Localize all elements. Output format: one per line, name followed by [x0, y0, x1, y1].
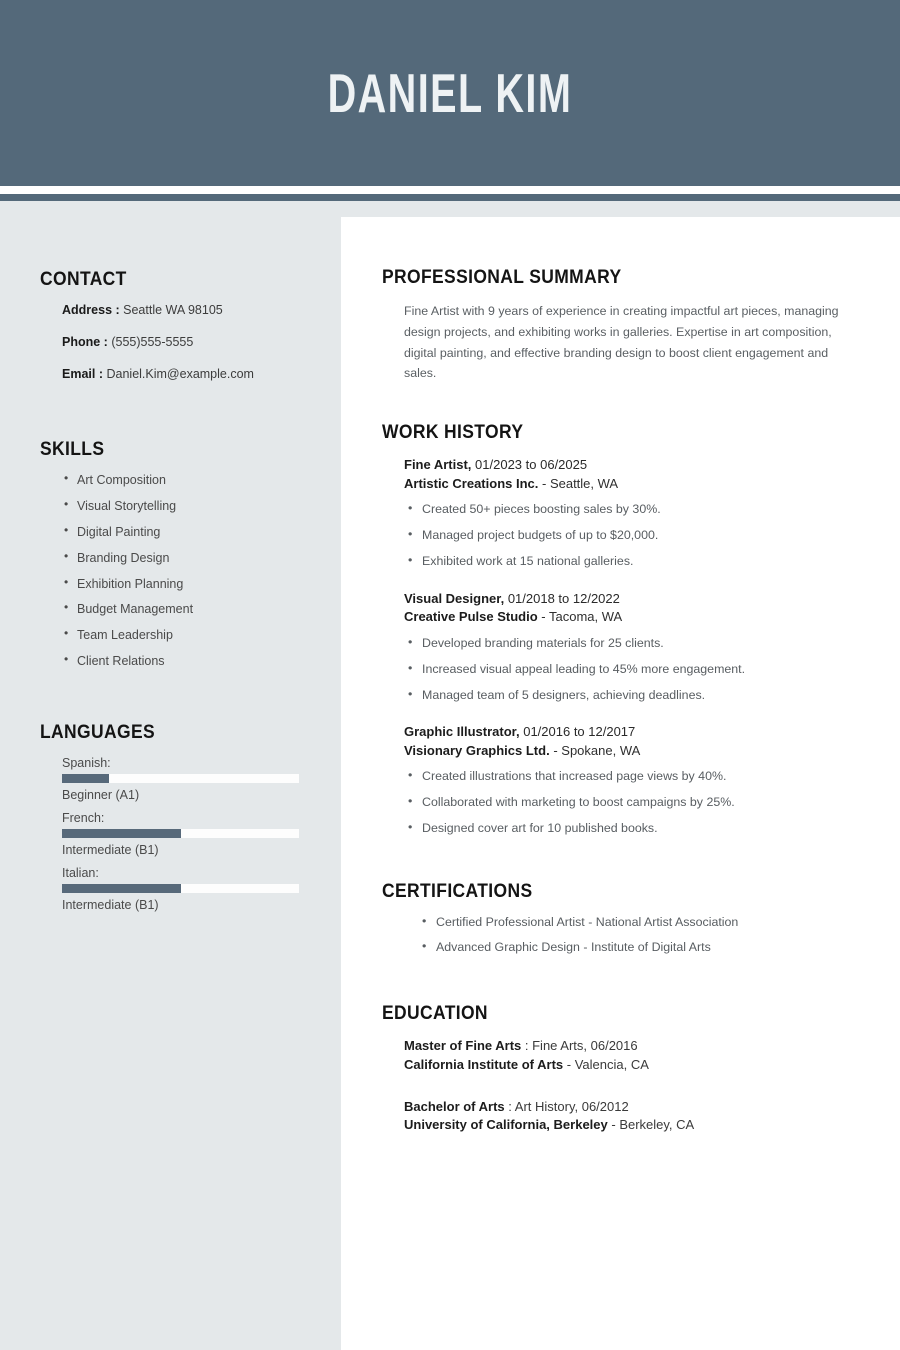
- contact-item-phone: [62, 335, 297, 350]
- language-level: Intermediate (B1): [62, 843, 159, 857]
- languages-heading: LANGUAGES: [40, 722, 155, 743]
- language-item-spanish: [62, 756, 297, 802]
- language-name: Spanish:: [62, 756, 111, 770]
- education-degree: Bachelor of Arts: [404, 1098, 505, 1114]
- list-item: • Exhibition Planning: [64, 577, 297, 591]
- resume-header: [0, 0, 900, 186]
- list-item: • Managed team of 5 designers, achieving deadlines.: [408, 688, 872, 703]
- skills-heading: SKILLS: [40, 439, 105, 460]
- education-school: University of California, Berkeley: [404, 1117, 608, 1133]
- job-title: Fine Artist,: [404, 457, 472, 473]
- job-company: Artistic Creations Inc.: [404, 475, 539, 491]
- education-degree: Master of Fine Arts: [404, 1037, 522, 1053]
- list-item: • Team Leadership: [64, 628, 297, 642]
- language-name: French:: [62, 811, 105, 825]
- resume-body: [0, 201, 900, 1350]
- contact-value-phone: (555)555-5555: [111, 335, 194, 349]
- work-title-line: [404, 590, 872, 608]
- list-item: • Designed cover art for 10 published books.: [408, 821, 872, 836]
- education-entry: [404, 1098, 872, 1136]
- job-company: Creative Pulse Studio: [404, 609, 538, 625]
- language-proficiency-fill: [62, 884, 181, 893]
- contact-value-email: Daniel.Kim@example.com: [106, 367, 254, 381]
- education-location: - Valencia, CA: [566, 1056, 649, 1072]
- job-duties-list: [408, 502, 872, 569]
- language-proficiency-track: [62, 829, 299, 838]
- work-company-line: [404, 608, 872, 626]
- language-proficiency-fill: [62, 829, 181, 838]
- language-level: Beginner (A1): [62, 788, 140, 802]
- work-company-line: [404, 742, 872, 760]
- page-title: DANIEL KIM: [327, 62, 573, 124]
- work-entry: [404, 456, 872, 569]
- certifications-list: [422, 915, 872, 954]
- list-item: • Client Relations: [64, 654, 297, 668]
- job-location: - Seattle, WA: [542, 475, 619, 491]
- skills-list: [64, 473, 297, 669]
- education-school-line: [404, 1056, 872, 1075]
- list-item: • Visual Storytelling: [64, 499, 297, 513]
- education-location: - Berkeley, CA: [611, 1117, 695, 1133]
- job-duties-list: [408, 636, 872, 703]
- education-field: : Fine Arts, 06/2016: [524, 1037, 638, 1053]
- contact-label-address: Address :: [62, 303, 120, 317]
- list-item: • Digital Painting: [64, 525, 297, 539]
- education-section: [382, 965, 872, 1135]
- languages-section: [40, 680, 297, 912]
- certifications-section: [382, 847, 872, 954]
- work-title-line: [404, 456, 872, 474]
- contact-list: [40, 303, 297, 382]
- education-degree-line: [404, 1037, 872, 1056]
- list-item: • Certified Professional Artist - National Artist Association: [422, 915, 872, 929]
- job-dates: 01/2016 to 12/2017: [523, 724, 636, 740]
- sidebar: [0, 201, 341, 1350]
- language-item-italian: [62, 866, 297, 912]
- work-entry: [404, 590, 872, 703]
- list-item: • Developed branding materials for 25 clients.: [408, 636, 872, 651]
- work-company-line: [404, 475, 872, 493]
- language-level: Intermediate (B1): [62, 898, 159, 912]
- list-item: • Art Composition: [64, 473, 297, 487]
- job-title: Visual Designer,: [404, 590, 505, 606]
- education-heading: EDUCATION: [382, 1002, 488, 1024]
- work-title-line: [404, 723, 872, 741]
- contact-item-address: [62, 303, 297, 318]
- contact-item-email: [62, 367, 297, 382]
- job-duties-list: [408, 769, 872, 836]
- job-company: Visionary Graphics Ltd.: [404, 742, 550, 758]
- language-item-french: [62, 811, 297, 857]
- summary-text: Fine Artist with 9 years of experience in creating impactful art pieces, managing design projects, and exhibiting works in galleries. Expertise in art composition, digital painting, and effective branding design to boost client engagement and sales.: [404, 304, 839, 381]
- education-entry: [404, 1037, 872, 1075]
- education-field: : Art History, 06/2012: [508, 1098, 629, 1114]
- contact-section: [40, 201, 297, 382]
- list-item: • Exhibited work at 15 national galleries.: [408, 554, 872, 569]
- job-dates: 01/2023 to 06/2025: [475, 457, 588, 473]
- list-item: • Increased visual appeal leading to 45% more engagement.: [408, 662, 872, 677]
- work-entry: [404, 723, 872, 836]
- job-dates: 01/2018 to 12/2022: [507, 590, 620, 606]
- work-history-section: [382, 384, 872, 836]
- certifications-heading: CERTIFICATIONS: [382, 880, 533, 902]
- job-location: - Spokane, WA: [553, 742, 641, 758]
- header-accent-rule: [0, 194, 900, 201]
- list-item: • Created 50+ pieces boosting sales by 30%.: [408, 502, 872, 517]
- list-item: • Created illustrations that increased page views by 40%.: [408, 769, 872, 784]
- list-item: • Advanced Graphic Design - Institute of Digital Arts: [422, 940, 872, 954]
- education-school-line: [404, 1116, 872, 1135]
- summary-heading: PROFESSIONAL SUMMARY: [382, 267, 622, 288]
- education-degree-line: [404, 1098, 872, 1117]
- work-history-heading: WORK HISTORY: [382, 422, 524, 444]
- education-school: California Institute of Arts: [404, 1056, 564, 1072]
- list-item: • Branding Design: [64, 551, 297, 565]
- language-proficiency-fill: [62, 774, 109, 783]
- language-proficiency-track: [62, 774, 299, 783]
- job-title: Graphic Illustrator,: [404, 724, 520, 740]
- list-item: • Budget Management: [64, 602, 297, 616]
- skills-section: [40, 399, 297, 669]
- language-proficiency-track: [62, 884, 299, 893]
- job-location: - Tacoma, WA: [541, 609, 623, 625]
- top-gray-strip: [341, 201, 900, 217]
- contact-label-email: Email :: [62, 367, 103, 381]
- professional-summary-section: [382, 201, 872, 384]
- list-item: • Collaborated with marketing to boost campaigns by 25%.: [408, 795, 872, 810]
- language-name: Italian:: [62, 866, 99, 880]
- contact-heading: CONTACT: [40, 269, 127, 290]
- list-item: • Managed project budgets of up to $20,000.: [408, 528, 872, 543]
- contact-value-address: Seattle WA 98105: [123, 303, 223, 317]
- contact-label-phone: Phone :: [62, 335, 108, 349]
- main-column: [341, 201, 900, 1350]
- header-gap: [0, 186, 900, 194]
